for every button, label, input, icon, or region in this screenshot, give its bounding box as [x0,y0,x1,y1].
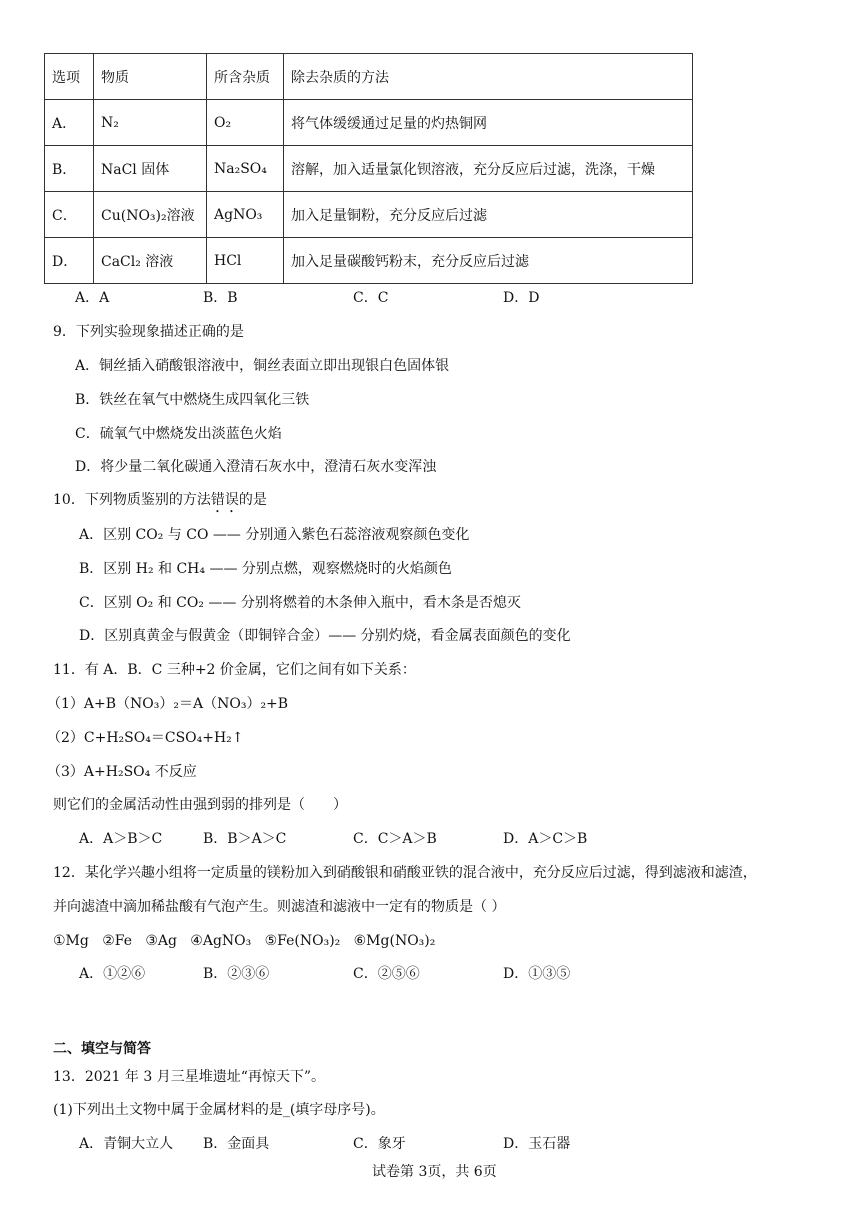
q13-stem: 13．2021 年 3 月三星堆遗址“再惊天下”。 [53,1069,326,1085]
q10-stem [53,490,267,516]
q10-option-d[interactable]: D．区别真黄金与假黄金（即铜锌合金）—— 分别灼烧，看金属表面颜色的变化 [79,628,571,644]
table-row [45,146,693,192]
table-row [45,54,693,100]
table-cell: 溶解，加入适量氯化钡溶液，充分反应后过滤，洗涤，干燥 [284,146,693,192]
q11-option-c[interactable]: C．C＞A＞B [353,831,437,847]
q12-option-a[interactable]: A．①②⑥ [79,966,146,982]
table-cell: 加入足量铜粉，充分反应后过滤 [284,192,693,238]
q8-option-c[interactable]: C．C [353,290,389,306]
q11-equation-1: （1）A+B（NO₃）₂＝A（NO₃）₂+B [47,696,289,712]
q11-stem: 11．有 A．B．C 三种+2 价金属，它们之间有如下关系： [53,662,416,678]
table-header: 所含杂质 [207,54,284,100]
section-title: 二、填空与简答 [53,1041,151,1057]
q10-stem-prefix: 10．下列物质鉴别的方法 [53,492,211,508]
q8-option-d[interactable]: D．D [503,290,540,306]
q12-items: ①Mg ②Fe ③Ag ④AgNO₃ ⑤Fe(NO₃)₂ ⑥Mg(NO₃)₂ [53,933,436,949]
table-cell: 加入足量碳酸钙粉末，充分反应后过滤 [284,238,693,284]
q10-stem-suffix: 的是 [238,492,267,508]
q10-option-a[interactable]: A．区别 CO₂ 与 CO —— 分别通入紫色石蕊溶液观察颜色变化 [79,527,470,543]
q13-option-c[interactable]: C．象牙 [353,1136,406,1152]
page-footer: 试卷第 3页，共 6页 [372,1164,497,1180]
q9-stem: 9．下列实验现象描述正确的是 [53,324,244,340]
table-header: 选项 [45,54,94,100]
q12-stem-line-1: 12．某化学兴趣小组将一定质量的镁粉加入到硝酸银和硝酸亚铁的混合液中，充分反应后过滤，得到滤液和滤渣， [53,865,757,881]
q10-option-b[interactable]: B．区别 H₂ 和 CH₄ —— 分别点燃，观察燃烧时的火焰颜色 [79,561,452,577]
table-cell: 将气体缓缓通过足量的灼热铜网 [284,100,693,146]
q11-question: 则它们的金属活动性由强到弱的排列是（ ） [53,797,347,813]
q12-stem-line-2: 并向滤渣中滴加稀盐酸有气泡产生。则滤渣和滤液中一定有的物质是（ ） [53,899,506,915]
q12-option-b[interactable]: B．②③⑥ [203,966,270,982]
q9-option-b[interactable]: B．铁丝在氧气中燃烧生成四氧化三铁 [75,392,310,408]
q8-table [44,53,693,284]
table-cell: CaCl₂ 溶液 [94,238,207,284]
q11-equation-2: （2）C+H₂SO₄＝CSO₄+H₂↑ [47,730,244,746]
q11-option-b[interactable]: B．B＞A＞C [203,831,287,847]
table-header: 物质 [94,54,207,100]
q11-option-a[interactable]: A．A＞B＞C [79,831,163,847]
table-cell: Cu(NO₃)₂溶液 [94,192,207,238]
q10-option-c[interactable]: C．区别 O₂ 和 CO₂ —— 分别将燃着的木条伸入瓶中，看木条是否熄灭 [79,595,521,611]
q13-option-a[interactable]: A．青铜大立人 [79,1136,174,1152]
q11-option-d[interactable]: D．A＞C＞B [503,831,588,847]
table-cell: AgNO₃ [207,192,284,238]
q9-option-a[interactable]: A．铜丝插入硝酸银溶液中，铜丝表面立即出现银白色固体银 [75,358,450,374]
q10-stem-emphasis: 错误 [210,492,239,508]
table-cell: NaCl 固体 [94,146,207,192]
table-cell: C． [45,192,94,238]
table-header: 除去杂质的方法 [284,54,693,100]
table-cell: O₂ [207,100,284,146]
q11-equation-3: （3）A+H₂SO₄ 不反应 [47,764,197,780]
q9-option-c[interactable]: C．硫氧气中燃烧发出淡蓝色火焰 [75,426,282,442]
q12-option-d[interactable]: D．①③⑤ [503,966,571,982]
table-row [45,192,693,238]
q9-option-d[interactable]: D．将少量二氧化碳通入澄清石灰水中，澄清石灰水变浑浊 [75,459,437,475]
table-row [45,238,693,284]
q13-option-d[interactable]: D．玉石器 [503,1136,571,1152]
table-row [45,100,693,146]
table-cell: A． [45,100,94,146]
q8-option-a[interactable]: A．A [75,290,110,306]
q13-option-b[interactable]: B．金面具 [203,1136,270,1152]
table-cell: HCl [207,238,284,284]
q12-option-c[interactable]: C．②⑤⑥ [353,966,420,982]
table-cell: D． [45,238,94,284]
table-cell: Na₂SO₄ [207,146,284,192]
table-cell: B． [45,146,94,192]
q13-sub-question-1: (1)下列出土文物中属于金属材料的是_(填字母序号)。 [53,1102,385,1118]
table-cell: N₂ [94,100,207,146]
q8-option-b[interactable]: B．B [203,290,238,306]
